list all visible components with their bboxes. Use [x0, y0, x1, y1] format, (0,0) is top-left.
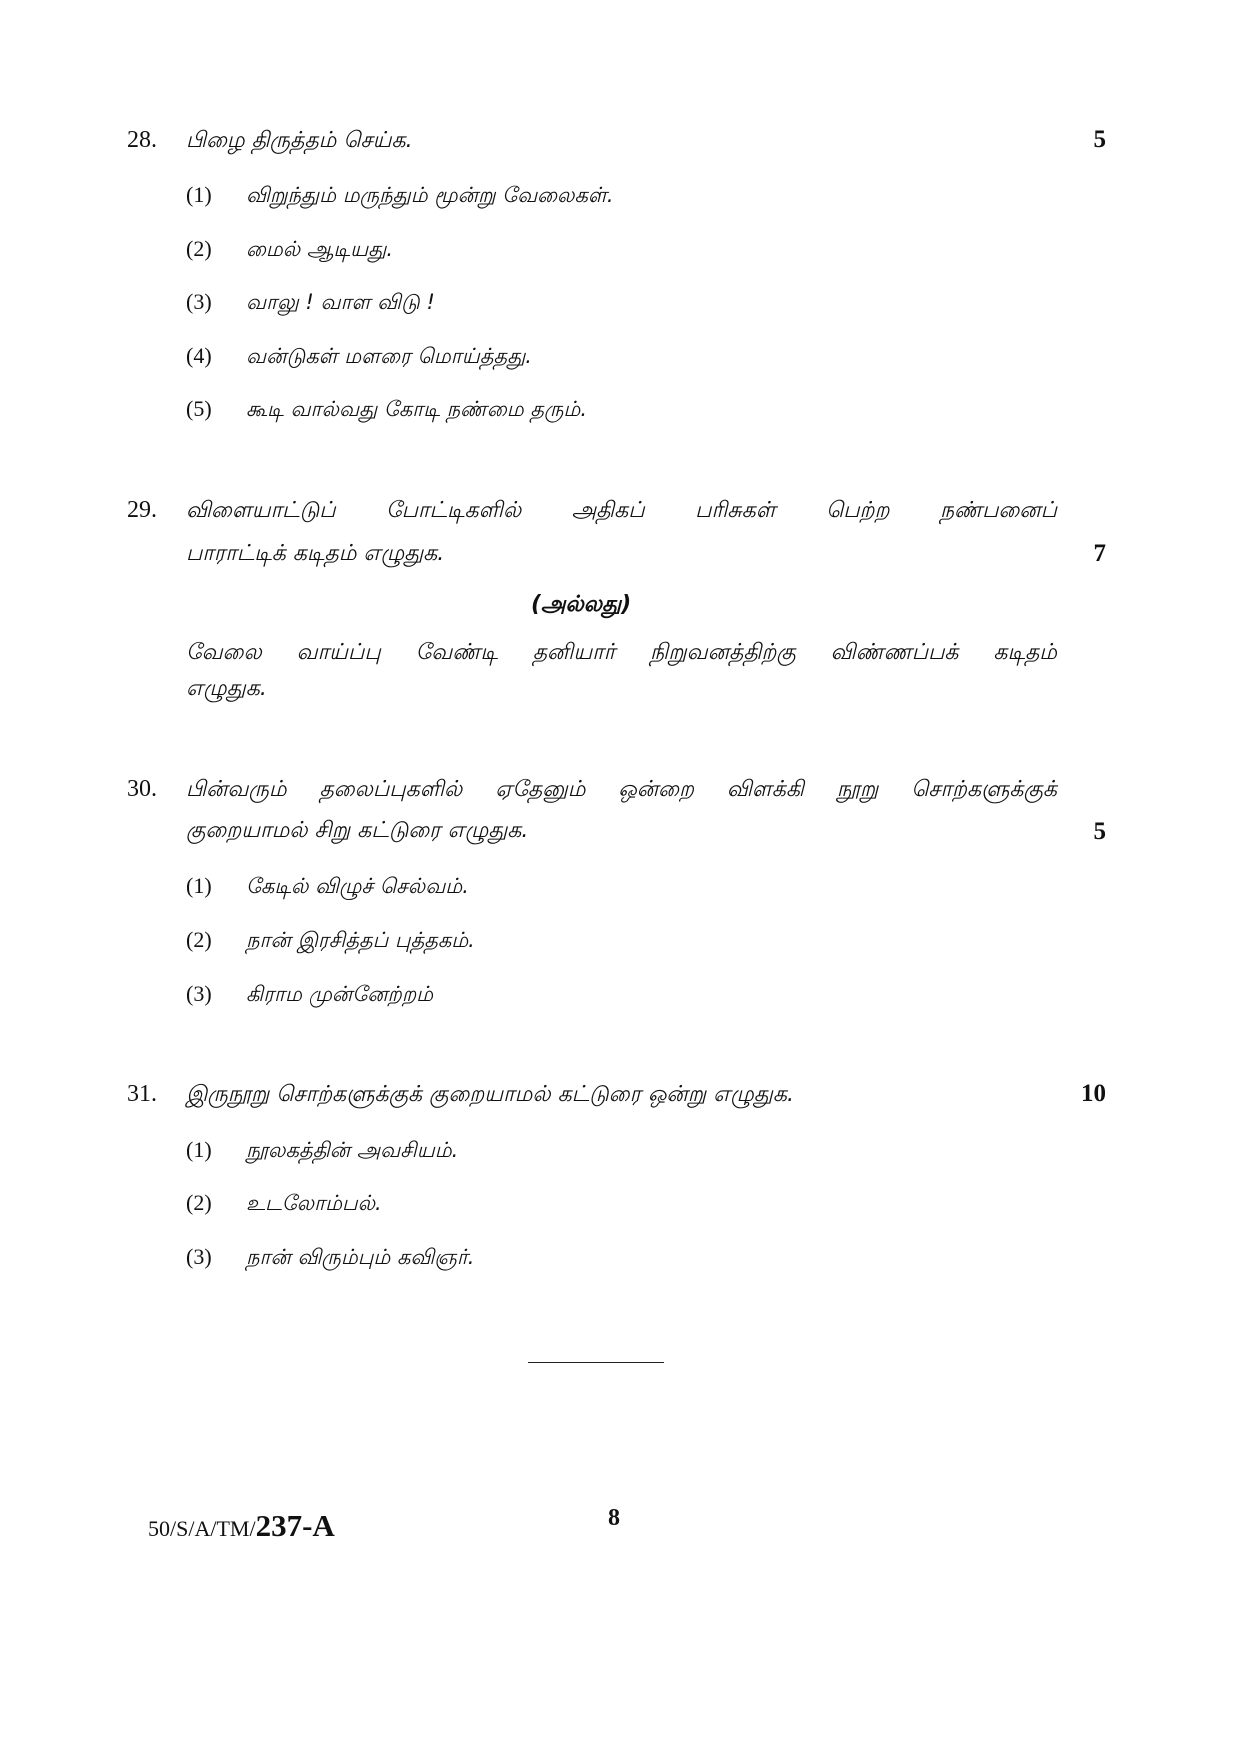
- question-number: 30.: [127, 776, 157, 802]
- option-text: நூலகத்தின் அவசியம்.: [246, 1138, 459, 1162]
- marks: 7: [1093, 540, 1106, 567]
- option-number: (2): [186, 1190, 212, 1215]
- or-label: (அல்லது): [531, 592, 632, 617]
- marks: 10: [1081, 1080, 1106, 1107]
- option-text: கிராம முன்னேற்றம்: [246, 982, 434, 1006]
- question-text-line: குறையாமல் சிறு கட்டுரை எழுதுக.: [186, 818, 529, 843]
- option-text: கேடில் விழுச் செல்வம்.: [246, 874, 469, 898]
- end-divider: [528, 1362, 664, 1363]
- alternative-text-line: எழுதுக.: [186, 676, 267, 701]
- option-number: (1): [186, 182, 212, 207]
- question-text-line: விளையாட்டுப் போட்டிகளில் அதிகப் பரிசுகள் பெற்ற நண்பனைப்: [186, 498, 1057, 523]
- page-number: 8: [608, 1505, 620, 1531]
- option-number: (5): [186, 396, 212, 421]
- question-number: 31.: [127, 1081, 157, 1107]
- option-number: (3): [186, 289, 212, 314]
- option-text: நான் விரும்பும் கவிஞர்.: [246, 1245, 475, 1269]
- option-number: (3): [186, 981, 212, 1006]
- option-text: வாலு ! வாள விடு !: [246, 290, 435, 314]
- paper-code: [148, 1508, 335, 1544]
- option-number: (2): [186, 927, 212, 952]
- question-text-line: பாராட்டிக் கடிதம் எழுதுக.: [186, 541, 445, 566]
- paper-code-prefix: 50/S/A/TM/: [148, 1516, 256, 1541]
- option-number: (1): [186, 873, 212, 898]
- option-number: (2): [186, 236, 212, 261]
- option-text: உடலோம்பல்.: [246, 1191, 382, 1215]
- question-number: 28.: [127, 127, 157, 153]
- marks: 5: [1093, 126, 1106, 153]
- option-number: (3): [186, 1244, 212, 1269]
- question-text: பிழை திருத்தம் செய்க.: [186, 128, 413, 153]
- question-number: 29.: [127, 497, 157, 523]
- option-text: நான் இரசித்தப் புத்தகம்.: [246, 928, 475, 952]
- option-text: வன்டுகள் மளரை மொய்த்தது.: [246, 344, 532, 368]
- option-number: (1): [186, 1137, 212, 1162]
- option-number: (4): [186, 343, 212, 368]
- question-text-line: பின்வரும் தலைப்புகளில் ஏதேனும் ஒன்றை விளக்கி நூறு சொற்களுக்குக்: [186, 777, 1057, 802]
- alternative-text-line: வேலை வாய்ப்பு வேண்டி தனியார் நிறுவனத்திற்கு விண்ணப்பக் கடிதம்: [186, 640, 1057, 665]
- marks: 5: [1093, 818, 1106, 845]
- paper-code-suffix: 237-A: [255, 1508, 335, 1543]
- option-text: கூடி வால்வது கோடி நண்மை தரும்.: [246, 397, 587, 421]
- option-text: மைல் ஆடியது.: [246, 237, 394, 261]
- question-text: இருநூறு சொற்களுக்குக் குறையாமல் கட்டுரை ஒன்று எழுதுக.: [186, 1082, 794, 1107]
- option-text: விறுந்தும் மருந்தும் மூன்று வேலைகள்.: [246, 183, 614, 207]
